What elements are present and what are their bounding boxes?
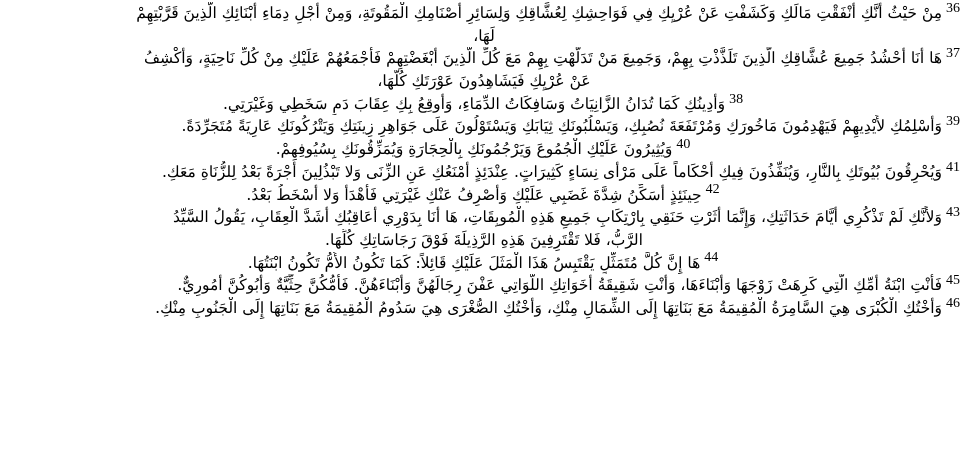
verse-44-line bbox=[6, 252, 962, 275]
verse-number: 40 bbox=[676, 138, 691, 152]
verse-39-line bbox=[6, 115, 962, 138]
verse-45-line bbox=[6, 274, 962, 297]
verse-number: 37 bbox=[946, 47, 960, 62]
verse-number: 36 bbox=[946, 2, 960, 16]
verse-text: وَلأَنَّكِ لَمْ تَذْكُرِي أَيَّامَ حَدَاثَتِكِ، وَإِنَّمَا أَثَرْتِ حَنَقِي بِارْتِكَابِ جَمِيعِ هَذِهِ الْمُوبِقَاتِ، هَا أَنَا بِدَوْرِي أُعَاقِبُكِ أَشَدَّ الْعِقَابِ، يَقُولُ السَّيِّدُ bbox=[173, 208, 942, 227]
verse-number: 43 bbox=[946, 206, 960, 221]
verse-number: 39 bbox=[946, 115, 960, 130]
verse-text: وَأَدِينُكِ كَمَا تُدَانُ الزَّانِيَاتُ وَسَافِكَاتُ الدِّمَاءِ، وَأُوقِعُ بِكِ عِقَابَ دَمِ سَخَطِي وَغَيْرَتِي. bbox=[222, 94, 726, 113]
verse-text: هَا أَنَا أَحْشُدُ جَمِيعَ عُشَّاقِكِ الَّذِينَ تَلَذَّذْتِ بِهِمْ، وَجَمِيعَ مَنْ تَدَلَّهْتِ بِهِمْ مَعَ كُلِّ الَّذِينَ أَبْغَضْتِهِمْ فَأَجْمَعُهُمْ عَلَيْكِ مِنْ كُلِّ نَاحِيَةٍ، وَأَكْشِفُ bbox=[143, 49, 942, 68]
verse-43-line bbox=[6, 206, 962, 229]
verse-text: وَأُسْلِمُكِ لأَيْدِيهِمْ فَيَهْدِمُونَ مَاخُورَكِ وَمُرْتَفَعَةَ نُصُبِكِ، وَيَسْلُبُونَكِ ثِيَابَكِ وَيَسْتَوْلُونَ عَلَى جَوَاهِرِ زِينَتِكِ وَيَتْرُكُونَكِ عَارِيَةً مُتَجَرِّدَةً. bbox=[181, 117, 942, 136]
verse-46-line bbox=[6, 297, 962, 320]
verse-text: مِنْ حَيْثُ أَنَّكِ أَنْفَقْتِ مَالَكِ وَكَشَفْتِ عَنْ عُرْيِكِ فِي فَوَاحِشِكِ لِعُشَّاقِكِ وَلِسَائِرِ أَصْنَامِكِ الْمَقُوتَةِ، وَمِنْ أَجْلِ دِمَاءِ أَبْنَائِكِ الَّذِينَ قَرَّبْتِهِمْ bbox=[136, 4, 942, 22]
verse-number: 42 bbox=[705, 183, 720, 198]
verse-text: وَيُثِيرُونَ عَلَيْكِ الْجُمُوعَ وَيَرْجُمُونَكِ بِالْحِجَارَةِ وَيُمَزِّقُونَكِ بِسُيُوفِهِمْ. bbox=[275, 140, 673, 159]
verse-text: حِينَئِذٍ أُسَكِّنُ شِدَّةَ غَضَبِي عَلَيْكِ وَأَصْرِفُ عَنْكِ غَيْرَتِي فَأَهْدَأُ وَلا أَسْخَطُ بَعْدُ. bbox=[246, 185, 702, 204]
verse-number: 38 bbox=[729, 92, 744, 107]
verse-37-continuation bbox=[6, 70, 962, 93]
verse-number: 45 bbox=[946, 274, 960, 289]
verse-text: عَنْ عُرْيِكِ فَيَشَاهِدُونَ عَوْرَتَكِ كُلَّهَا، bbox=[377, 72, 591, 91]
verse-text: وَأُخْتُكِ الْكُبْرَى هِيَ السَّامِرَةُ الْمُقِيمَةُ مَعَ بَنَاتِهَا إِلَى الشِّمَالِ مِنْكِ، وَأُخْتُكِ الصُّغْرَى هِيَ سَدُومُ الْمُقِيمَةُ مَعَ بَنَاتِهَا إِلَى الْجَنُوبِ مِنْكِ. bbox=[155, 298, 942, 317]
verse-number: 44 bbox=[704, 251, 719, 266]
verse-37-line bbox=[6, 47, 962, 70]
verse-number: 46 bbox=[946, 296, 960, 311]
verse-40-line bbox=[6, 138, 962, 161]
verse-43-continuation bbox=[6, 229, 962, 252]
verse-text: وَيُحْرِقُونَ بُيُوتَكِ بِالنَّارِ، وَيُنَفِّذُونَ فِيكِ أَحْكَاماً عَلَى مَرْأَى نِسَاءٍ كَثِيرَاتٍ. عِنْدَئِذٍ أَمْنَعُكِ عَنِ الزِّنَى وَلا تَبْذُلِينَ أُجْرَةً بَعْدُ لِلزُّنَاةِ مَعَكِ. bbox=[162, 162, 942, 181]
verse-36-continuation bbox=[6, 25, 962, 48]
verse-text: لَهَا، bbox=[473, 26, 495, 45]
verse-42-line bbox=[6, 184, 962, 207]
verse-text: فَأَنْتِ ابْنَةُ أُمِّكِ الَّتِي كَرِهَتْ زَوْجَهَا وَأَبْنَاءَهَا، وَأَنْتِ شَقِيقَةُ أَخَوَاتِكِ اللَّوَاتِي عَفْنَ رِجَالَهُنَّ وَأَبْنَاءَهُنَّ. فَأُمُّكُنَّ حِثِّيَّةٌ وَأَبُوكُنَّ أَمُورِيٌّ. bbox=[177, 276, 942, 295]
verse-38-line bbox=[6, 93, 962, 116]
verse-36-line bbox=[6, 2, 962, 25]
verse-text: الرَّبُّ، فَلا تَقْتَرِفِينَ هَذِهِ الرَّذِيلَةَ فَوْقَ رَجَاسَاتِكِ كُلِّهَا. bbox=[325, 230, 643, 249]
verse-number: 41 bbox=[946, 160, 960, 175]
verse-text: هَا إِنَّ كُلَّ مُتَمَثِّلٍ يَقْتَبِسُ هَذَا الْمَثَلَ عَلَيْكِ قَائِلاً: كَمَا تَكُونُ الأُمُّ تَكُونُ ابْنَتُهَا. bbox=[247, 253, 701, 272]
verse-41-line bbox=[6, 161, 962, 184]
